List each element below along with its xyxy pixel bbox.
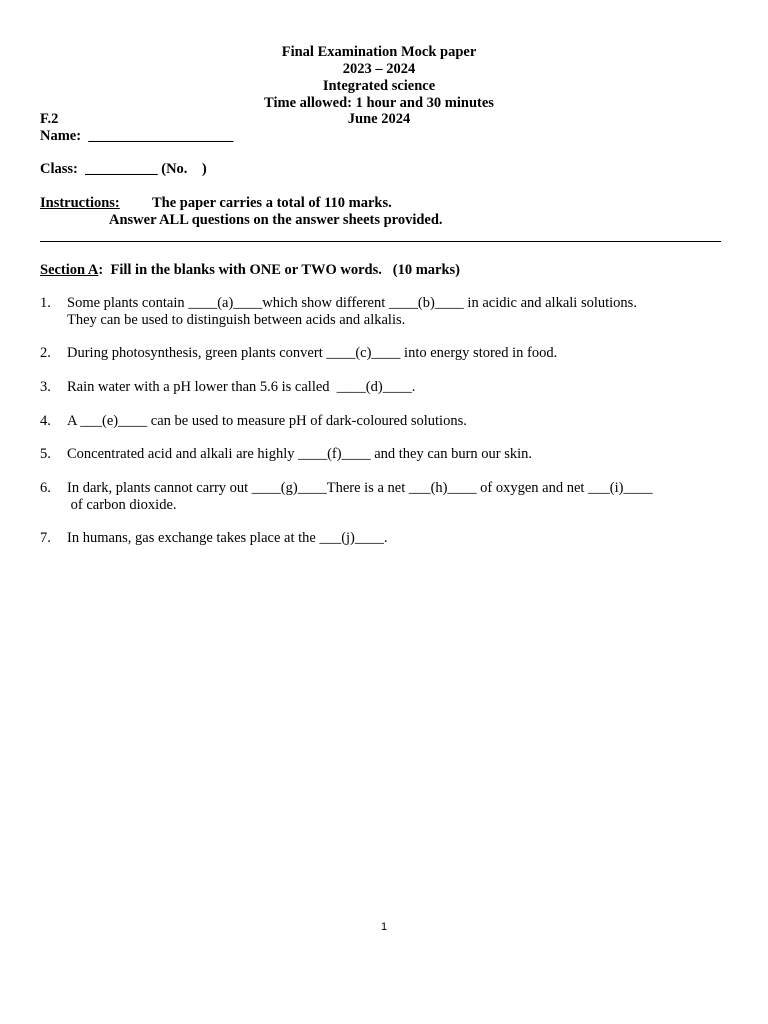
section-a-heading: [40, 262, 460, 279]
section-a-instructions: : Fill in the blanks with ONE or TWO words. (10 marks): [98, 262, 461, 278]
exam-subject: Integrated science: [322, 78, 436, 94]
class-label: Class:: [40, 161, 78, 177]
class-blank: __________: [85, 161, 158, 177]
divider-line: [40, 241, 721, 242]
question-text: In dark, plants cannot carry out ____(g)____There is a net ___(h)____ of oxygen and net ___(i)____: [67, 480, 653, 496]
name-label: Name:: [40, 128, 82, 144]
question-number: 4.: [40, 413, 51, 429]
question-number: 1.: [40, 295, 51, 311]
question-text: Some plants contain ____(a)____which show different ____(b)____ in acidic and alkali solutions.: [67, 295, 637, 311]
question-text-continued: They can be used to distinguish between acids and alkalis.: [67, 312, 406, 328]
instructions-label: Instructions:: [40, 195, 120, 211]
class-field: [40, 161, 207, 178]
exam-title: Final Examination Mock paper: [281, 44, 477, 60]
page-number: 1: [380, 921, 388, 933]
instructions-line-2: Answer ALL questions on the answer sheets provided.: [109, 212, 443, 228]
instructions-line-1: The paper carries a total of 110 marks.: [152, 195, 392, 211]
question-number: 7.: [40, 530, 51, 546]
name-blank: ____________________: [88, 128, 234, 144]
question-text: Rain water with a pH lower than 5.6 is called ____(d)____.: [67, 379, 416, 395]
name-field: [40, 128, 233, 145]
question-number: 6.: [40, 480, 51, 496]
time-allowed: Time allowed: 1 hour and 30 minutes: [264, 95, 494, 111]
class-number-label: (No. ): [161, 161, 207, 177]
question-number: 5.: [40, 446, 51, 462]
section-a-label: Section A: [40, 262, 99, 278]
question-number: 3.: [40, 379, 51, 395]
question-text: In humans, gas exchange takes place at the ___(j)____.: [67, 530, 388, 546]
question-text: A ___(e)____ can be used to measure pH of dark-coloured solutions.: [67, 413, 467, 429]
form-label: F.2: [40, 111, 59, 127]
question-text: Concentrated acid and alkali are highly ____(f)____ and they can burn our skin.: [67, 446, 533, 462]
question-text: During photosynthesis, green plants convert ____(c)____ into energy stored in food.: [67, 345, 558, 361]
exam-year: 2023 – 2024: [342, 61, 416, 77]
question-text-continued: of carbon dioxide.: [67, 497, 177, 513]
question-number: 2.: [40, 345, 51, 361]
exam-date: June 2024: [347, 111, 411, 127]
